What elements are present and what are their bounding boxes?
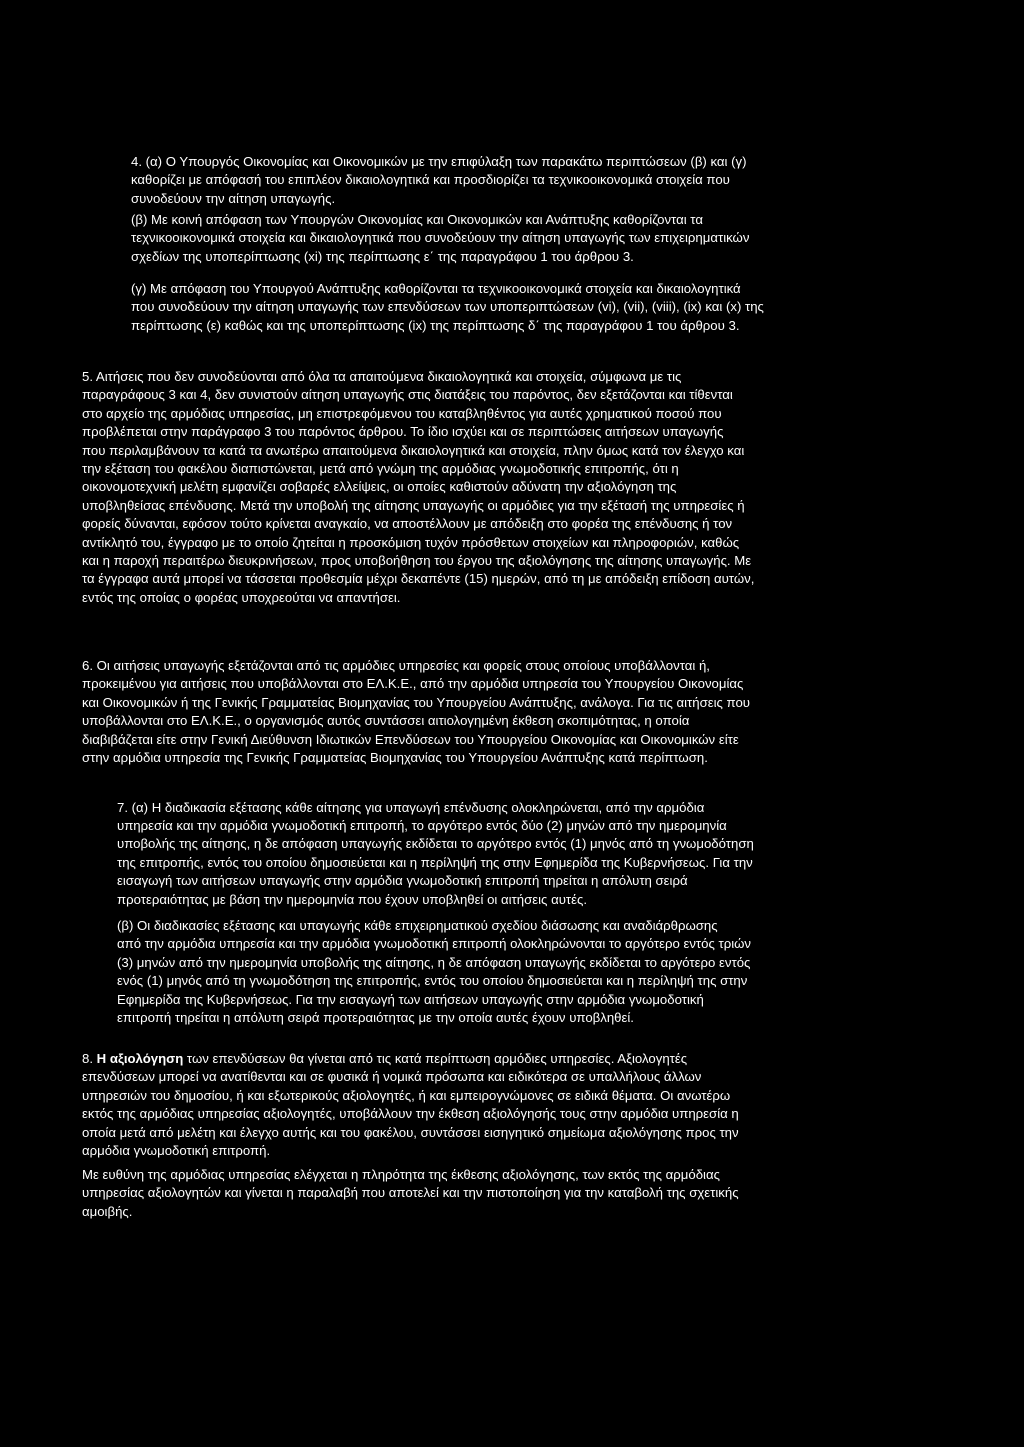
text-line: διαβιβάζεται είτε στην Γενική Διεύθυνση Ιδιωτικών Επενδύσεων του Υπουργείου Οικονομίας και Οικονομικών είτε <box>82 731 739 747</box>
text-line: 5. Αιτήσεις που δεν συνοδεύονται από όλα τα απαιτούμενα δικαιολογητικά και στοιχεία, σύμφωνα με τις <box>82 369 682 384</box>
text-line: σχεδίων της υποπερίπτωσης (xi) της περίπτωσης ε΄ της παραγράφου 1 του άρθρου 3. <box>131 248 634 264</box>
bold-heading: Η αξιολόγηση <box>96 1051 184 1066</box>
text-line: και Οικονομικών ή της Γενικής Γραμματείας Βιομηχανίας του Υπουργείου Ανάπτυξης, ανάλογα. Για τις αιτήσεις που <box>82 694 751 710</box>
text-line: 6. Οι αιτήσεις υπαγωγής εξετάζονται από τις αρμόδιες υπηρεσίες και φορείς στους οποίους υποβάλλονται ή, <box>82 658 710 673</box>
text-line: οικονομοτεχνική μελέτη εμφανίζει σοβαρές ελλείψεις, οι οποίες καθιστούν αδύνατη την αξιολόγηση της <box>82 479 677 495</box>
text-line: υπηρεσιών του δημοσίου, ή και εξωτερικούς αξιολογητές, ή και εμπειρογνώμονες σε ειδικά θέματα. Οι ανωτέρω <box>82 1087 731 1103</box>
text-line: Εφημερίδα της Κυβερνήσεως. Για την εισαγωγή των αιτήσεων υπαγωγής στην αρμόδια γνωμοδοτική <box>117 991 704 1007</box>
text-line: υπηρεσία και την αρμόδια γνωμοδοτική επιτροπή, το αργότερο εντός δύο (2) μηνών από την ημερομηνία <box>117 818 727 833</box>
text-line: στο αρχείο της αρμόδιας υπηρεσίας, μη επιστρεφόμενου του καταβληθέντος για αυτές χρηματικού ποσού που <box>82 405 722 421</box>
text-line: φορείς δύνανται, εφόσον τούτο κρίνεται αναγκαίο, να αποστέλλουν με απόδειξη στο φορέα της επένδυσης ή τον <box>82 516 733 532</box>
text-line: εκτός της αρμόδιας υπηρεσίας αξιολογητές, υποβάλλουν την έκθεση αξιολόγησής τους στην αρμόδια υπηρεσία η <box>82 1106 739 1122</box>
paragraph-4b <box>131 211 749 266</box>
text-line: υποβάλλονται στο ΕΛ.Κ.Ε., ο οργανισμός αυτός συντάσσει αιτιολογημένη έκθεση σκοπιμότητας, η οποία <box>82 713 690 729</box>
text-line: την εξέταση του φακέλου διαπιστώνεται, μετά από γνώμη της αρμόδιας γνωμοδοτικής επιτροπής, ότι η <box>82 460 679 476</box>
text-line: (β) Με κοινή απόφαση των Υπουργών Οικονομίας και Οικονομικών και Ανάπτυξης καθορίζονται τα <box>131 212 703 227</box>
text-line: και η παροχή περαιτέρω διευκρινήσεων, προς υποβοήθηση του έργου της αξιολόγησης της αίτησης υπαγωγής. Με <box>82 552 752 568</box>
text-line: προτεραιότητας με βάση την ημερομηνία που έχουν υποβληθεί οι αιτήσεις αυτές. <box>117 891 588 907</box>
paragraph-number: 8. <box>82 1051 97 1066</box>
text-line: από την αρμόδια υπηρεσία και την αρμόδια γνωμοδοτική επιτροπή ολοκληρώνονται το αργότερο εντός τριών <box>117 936 752 952</box>
text-line <box>82 1050 739 1068</box>
text-line: αμοιβής. <box>82 1203 133 1219</box>
paragraph-8 <box>82 1050 739 1160</box>
text-line: (3) μηνών από την ημερομηνία υποβολής της αίτησης, η δε απόφαση υπαγωγής εκδίδεται το αργότερο εντός <box>117 954 751 970</box>
text-line: προκειμένου για αιτήσεις που υποβάλλονται στο ΕΛ.Κ.Ε., από την αρμόδια υπηρεσία του Υπουργείου Οικονομίας <box>82 676 744 692</box>
text-line: στην αρμόδια υπηρεσία της Γενικής Γραμματείας Βιομηχανίας του Υπουργείου Ανάπτυξης κατά περίπτωση. <box>82 749 708 765</box>
paragraph-6 <box>82 657 750 767</box>
text-line: της επιτροπής, εντός του οποίου δημοσιεύεται και η περίληψή της στην Εφημερίδα της Κυβερνήσεως. Για την <box>117 854 753 870</box>
paragraph-9 <box>82 1166 739 1221</box>
text-line: εισαγωγή των αιτήσεων υπαγωγής στην αρμόδια γνωμοδοτική επιτροπή τηρείται η απόλυτη σειρά <box>117 873 688 889</box>
text-line: προβλέπεται στην παράγραφο 3 του παρόντος άρθρου. Το ίδιο ισχύει και σε περιπτώσεις αιτήσεων υπαγωγής <box>82 424 724 440</box>
text-line: παραγράφους 3 και 4, δεν συνιστούν αίτηση υπαγωγής στις διατάξεις του παρόντος, δεν εξετάζονται και τίθενται <box>82 387 733 403</box>
text-line: που περιλαμβάνουν τα κατά τα ανωτέρω απαιτούμενα δικαιολογητικά και στοιχεία, πλην όμως κατά τον έλεγχο και <box>82 442 745 458</box>
text-line: οποία μετά από μελέτη και έλεγχο αυτής και του φακέλου, συντάσσει εισηγητικό σημείωμα αξιολόγησης προς την <box>82 1124 739 1140</box>
paragraph-5 <box>82 368 754 607</box>
text-line: 7. (α) Η διαδικασία εξέτασης κάθε αίτησης για υπαγωγή επένδυσης ολοκληρώνεται, από την αρμόδια <box>117 800 705 815</box>
text-line: που συνοδεύουν την αίτηση υπαγωγής των επενδύσεων των υποπεριπτώσεων (vi), (vii), (viii), (ix) και (x) της <box>131 299 764 315</box>
paragraph-7a <box>117 799 704 817</box>
text-line: εντός της οποίας ο φορέας υποχρεούται να απαντήσει. <box>82 589 401 605</box>
paragraph-4a <box>131 153 747 208</box>
text-line: (β) Οι διαδικασίες εξέτασης και υπαγωγής κάθε επιχειρηματικού σχεδίου διάσωσης και αναδιάρθρωσης <box>117 918 718 933</box>
text-line: (γ) Με απόφαση του Υπουργού Ανάπτυξης καθορίζονται τα τεχνικοοικονομικά στοιχεία και δικαιολογητικά <box>131 281 741 296</box>
text-line: ενός (1) μηνός από τη γνωμοδότηση της επιτροπής, εντός του οποίου δημοσιεύεται και η περίληψή της στην <box>117 973 748 989</box>
text-line: τεχνικοοικονομικά στοιχεία και δικαιολογητικά που συνοδεύουν την αίτηση υπαγωγής των επιχειρηματικών <box>131 230 750 246</box>
text-line: Με ευθύνη της αρμόδιας υπηρεσίας ελέγχεται η πληρότητα της έκθεσης αξιολόγησης, των εκτός της αρμόδιας <box>82 1167 720 1182</box>
text-line: υποβολής της αίτησης, η δε απόφαση υπαγωγής εκδίδεται το αργότερο εντός (1) μηνός από τη γνωμοδότηση <box>117 836 754 852</box>
paragraph-7a-body <box>117 817 754 909</box>
text-line: τα έγγραφα αυτά μπορεί να τάσσεται προθεσμία μέχρι δεκαπέντε (15) ημερών, από τη με απόδειξη επίδοση αυτών, <box>82 571 755 587</box>
paragraph-4c <box>131 280 764 335</box>
text-run: των επενδύσεων θα γίνεται από τις κατά περίπτωση αρμόδιες υπηρεσίες. Αξιολογητές <box>183 1051 688 1066</box>
text-line: καθορίζει με απόφασή του επιπλέον δικαιολογητικά και προσδιορίζει τα τεχνικοοικονομικά στοιχεία που <box>131 172 730 188</box>
paragraph-7b <box>117 917 751 1027</box>
text-line: αρμόδια γνωμοδοτική επιτροπή. <box>82 1142 271 1158</box>
text-line: υποβληθείσας επένδυσης. Μετά την υποβολή της αίτησης υπαγωγής οι αρμόδιες για την εξέτασή της υπηρεσίες ή <box>82 497 745 513</box>
text-line: επιτροπή τηρείται η απόλυτη σειρά προτεραιότητας με την οποία αυτές έχουν υποβληθεί. <box>117 1009 634 1025</box>
text-line: επενδύσεων μπορεί να ανατίθενται και σε φυσικά ή νομικά πρόσωπα και ειδικότερα σε υπαλλήλους άλλων <box>82 1069 702 1085</box>
text-line: περίπτωσης (ε) καθώς και της υποπερίπτωσης (ix) της περίπτωσης δ΄ της παραγράφου 1 του άρθρου 3. <box>131 317 740 333</box>
text-line: υπηρεσίας αξιολογητών και γίνεται η παραλαβή που αποτελεί και την πιστοποίηση για την καταβολή της σχετικής <box>82 1185 739 1201</box>
text-line: αντίκλητό του, έγγραφο με το οποίο ζητείται η προσκόμιση τυχόν πρόσθετων στοιχείων και πληροφοριών, καθώς <box>82 534 740 550</box>
text-line: 4. (α) Ο Υπουργός Οικονομίας και Οικονομικών με την επιφύλαξη των παρακάτω περιπτώσεων (β) και (γ) <box>131 154 747 169</box>
text-line: συνοδεύουν την αίτηση υπαγωγής. <box>131 190 336 206</box>
